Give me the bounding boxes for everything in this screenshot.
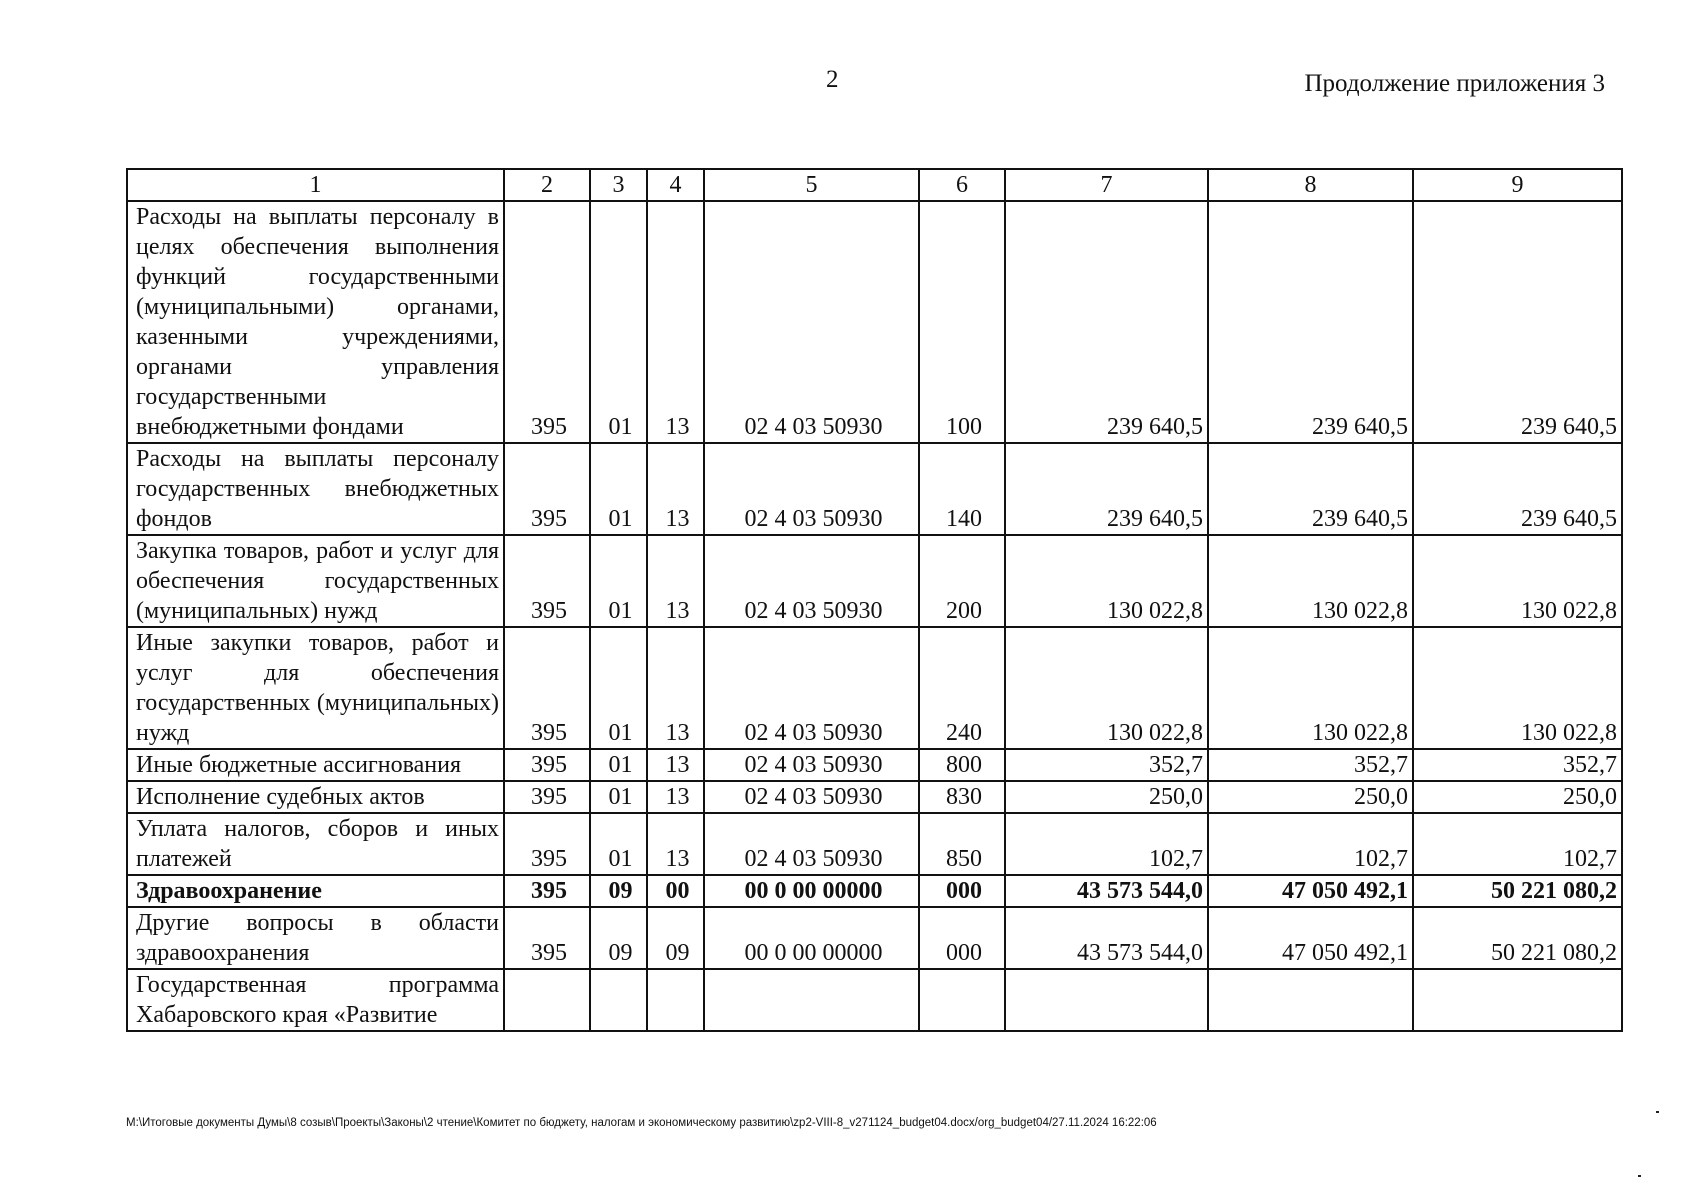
target-article-code: 02 4 03 50930 — [704, 781, 919, 813]
amount-col-7: 43 573 544,0 — [1005, 875, 1208, 907]
ministry-code — [504, 969, 590, 1031]
column-header: 5 — [704, 169, 919, 201]
expense-type-code: 000 — [919, 875, 1005, 907]
row-description: Закупка товаров, работ и услуг для обеспечения государственных (муниципальных) нужд — [127, 535, 504, 627]
section-code: 09 — [590, 907, 647, 969]
subsection-code: 13 — [647, 201, 704, 443]
amount-col-7: 352,7 — [1005, 749, 1208, 781]
column-header: 8 — [1208, 169, 1413, 201]
table-row — [127, 907, 1622, 969]
column-header: 2 — [504, 169, 590, 201]
expense-type-code: 000 — [919, 907, 1005, 969]
column-header: 4 — [647, 169, 704, 201]
target-article-code — [704, 969, 919, 1031]
amount-col-9: 130 022,8 — [1413, 627, 1622, 749]
table-row — [127, 969, 1622, 1031]
ministry-code: 395 — [504, 813, 590, 875]
ministry-code: 395 — [504, 627, 590, 749]
column-header: 7 — [1005, 169, 1208, 201]
scan-speck — [1656, 1111, 1659, 1113]
amount-col-8: 250,0 — [1208, 781, 1413, 813]
amount-col-8: 352,7 — [1208, 749, 1413, 781]
ministry-code: 395 — [504, 201, 590, 443]
table-row — [127, 443, 1622, 535]
section-code: 01 — [590, 443, 647, 535]
amount-col-7: 43 573 544,0 — [1005, 907, 1208, 969]
amount-col-9: 50 221 080,2 — [1413, 875, 1622, 907]
row-description: Другие вопросы в области здравоохранения — [127, 907, 504, 969]
target-article-code: 02 4 03 50930 — [704, 443, 919, 535]
amount-col-9: 352,7 — [1413, 749, 1622, 781]
amount-col-9 — [1413, 969, 1622, 1031]
amount-col-7: 239 640,5 — [1005, 201, 1208, 443]
target-article-code: 00 0 00 00000 — [704, 875, 919, 907]
budget-table — [126, 168, 1623, 1032]
amount-col-9: 239 640,5 — [1413, 443, 1622, 535]
amount-col-7: 130 022,8 — [1005, 535, 1208, 627]
amount-col-7: 130 022,8 — [1005, 627, 1208, 749]
ministry-code: 395 — [504, 907, 590, 969]
subsection-code: 09 — [647, 907, 704, 969]
section-code: 01 — [590, 201, 647, 443]
column-header: 9 — [1413, 169, 1622, 201]
target-article-code: 02 4 03 50930 — [704, 813, 919, 875]
amount-col-8: 47 050 492,1 — [1208, 875, 1413, 907]
ministry-code: 395 — [504, 749, 590, 781]
scan-speck — [1638, 1175, 1641, 1177]
amount-col-7: 102,7 — [1005, 813, 1208, 875]
expense-type-code: 200 — [919, 535, 1005, 627]
row-description: Государственная программа Хабаровского края «Развитие — [127, 969, 504, 1031]
row-description: Иные закупки товаров, работ и услуг для обеспечения государственных (муниципальных) нужд — [127, 627, 504, 749]
ministry-code: 395 — [504, 443, 590, 535]
column-header: 1 — [127, 169, 504, 201]
subsection-code: 13 — [647, 813, 704, 875]
amount-col-8: 239 640,5 — [1208, 443, 1413, 535]
table-row — [127, 813, 1622, 875]
table-row — [127, 781, 1622, 813]
row-description: Здравоохранение — [127, 875, 504, 907]
table-row — [127, 749, 1622, 781]
amount-col-8: 47 050 492,1 — [1208, 907, 1413, 969]
expense-type-code: 100 — [919, 201, 1005, 443]
expense-type-code: 240 — [919, 627, 1005, 749]
file-path-footer: M:\Итоговые документы Думы\8 созыв\Проекты\Законы\2 чтение\Комитет по бюджету, налогам и экономическому развитию\zp2-VIII-8_v271124_budget04.docx/org_budget04/27.11.2024 16:22:06 — [126, 1117, 1157, 1129]
target-article-code: 02 4 03 50930 — [704, 535, 919, 627]
target-article-code: 00 0 00 00000 — [704, 907, 919, 969]
table-row — [127, 201, 1622, 443]
amount-col-8: 102,7 — [1208, 813, 1413, 875]
amount-col-9: 239 640,5 — [1413, 201, 1622, 443]
target-article-code: 02 4 03 50930 — [704, 749, 919, 781]
amount-col-9: 250,0 — [1413, 781, 1622, 813]
amount-col-8: 130 022,8 — [1208, 627, 1413, 749]
expense-type-code: 800 — [919, 749, 1005, 781]
appendix-continuation-label: Продолжение приложения 3 — [1304, 70, 1605, 97]
amount-col-9: 50 221 080,2 — [1413, 907, 1622, 969]
page-number: 2 — [826, 66, 839, 93]
section-code: 01 — [590, 535, 647, 627]
subsection-code: 13 — [647, 749, 704, 781]
ministry-code: 395 — [504, 535, 590, 627]
amount-col-8: 239 640,5 — [1208, 201, 1413, 443]
amount-col-7: 239 640,5 — [1005, 443, 1208, 535]
table-row — [127, 627, 1622, 749]
expense-type-code: 850 — [919, 813, 1005, 875]
row-description: Расходы на выплаты персоналу в целях обеспечения выполнения функций государственными (муниципальными) органами, казенными учреждениями, органами управления государственными внебюджетными фондами — [127, 201, 504, 443]
section-code: 09 — [590, 875, 647, 907]
subsection-code: 13 — [647, 627, 704, 749]
subsection-code: 13 — [647, 781, 704, 813]
table-row-section-total — [127, 875, 1622, 907]
column-header: 3 — [590, 169, 647, 201]
amount-col-9: 102,7 — [1413, 813, 1622, 875]
amount-col-9: 130 022,8 — [1413, 535, 1622, 627]
row-description: Иные бюджетные ассигнования — [127, 749, 504, 781]
expense-type-code: 830 — [919, 781, 1005, 813]
amount-col-8 — [1208, 969, 1413, 1031]
row-description: Уплата налогов, сборов и иных платежей — [127, 813, 504, 875]
column-header: 6 — [919, 169, 1005, 201]
amount-col-8: 130 022,8 — [1208, 535, 1413, 627]
subsection-code — [647, 969, 704, 1031]
table-row — [127, 535, 1622, 627]
target-article-code: 02 4 03 50930 — [704, 627, 919, 749]
subsection-code: 00 — [647, 875, 704, 907]
section-code: 01 — [590, 749, 647, 781]
ministry-code: 395 — [504, 781, 590, 813]
section-code: 01 — [590, 781, 647, 813]
subsection-code: 13 — [647, 443, 704, 535]
ministry-code: 395 — [504, 875, 590, 907]
expense-type-code: 140 — [919, 443, 1005, 535]
target-article-code: 02 4 03 50930 — [704, 201, 919, 443]
section-code: 01 — [590, 813, 647, 875]
table-header-row — [127, 169, 1622, 201]
section-code: 01 — [590, 627, 647, 749]
row-description: Расходы на выплаты персоналу государственных внебюджетных фондов — [127, 443, 504, 535]
amount-col-7: 250,0 — [1005, 781, 1208, 813]
row-description: Исполнение судебных актов — [127, 781, 504, 813]
section-code — [590, 969, 647, 1031]
expense-type-code — [919, 969, 1005, 1031]
amount-col-7 — [1005, 969, 1208, 1031]
subsection-code: 13 — [647, 535, 704, 627]
